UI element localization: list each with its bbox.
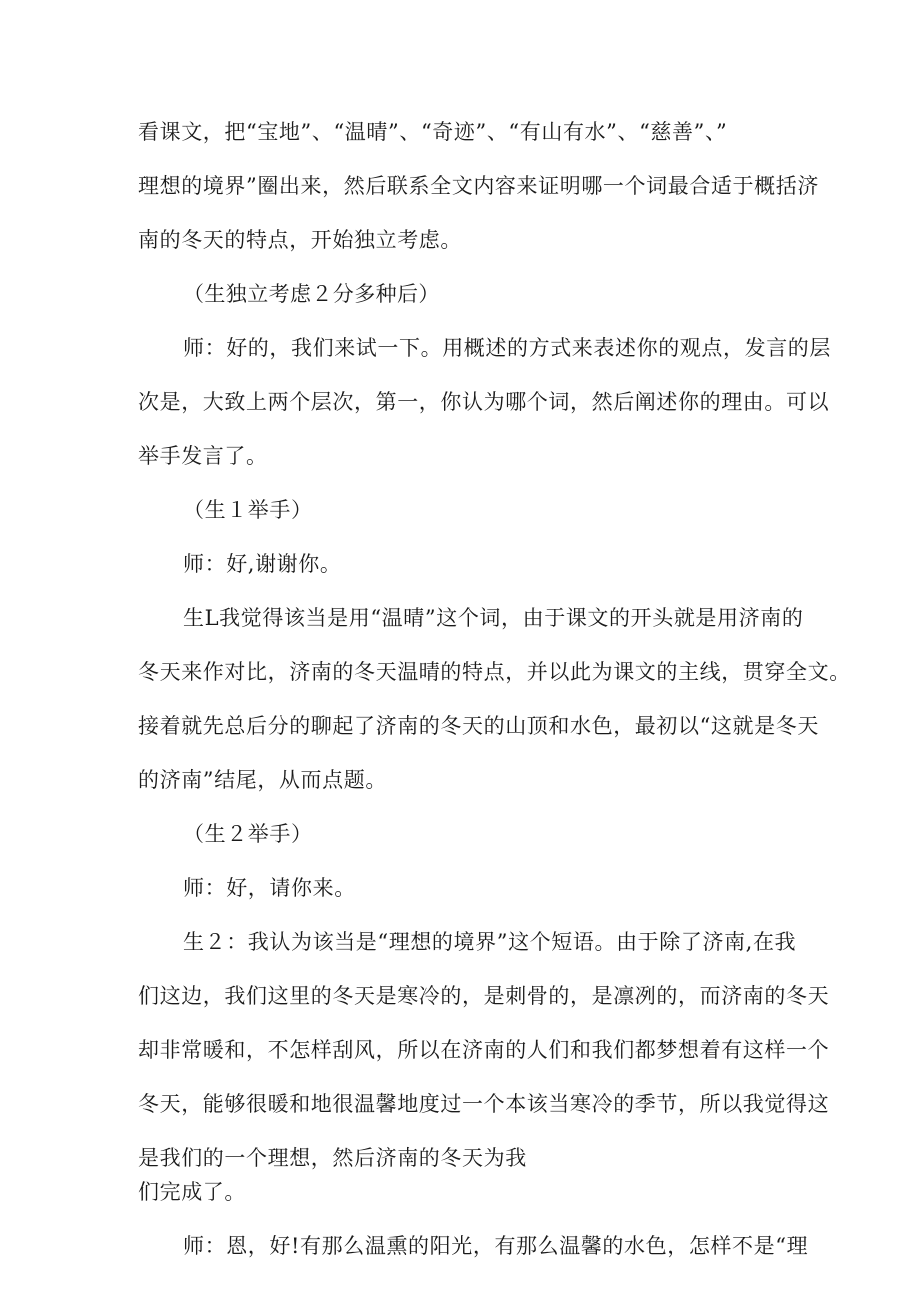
text-line-17: 们这边，我们这里的冬天是寒冷的，是刺骨的，是凛冽的，而济南的冬天: [138, 984, 830, 1008]
text-line-5: 师：好的，我们来试一下。用概述的方式来表述你的观点，发言的层: [183, 336, 831, 360]
text-line-19: 冬天，能够很暖和地很温馨地度过一个本该当寒冷的季节，所以我觉得这: [138, 1092, 830, 1116]
text-line-21: 们完成了。: [138, 1180, 246, 1204]
text-line-2: 理想的境界”圈出来，然后联系全文内容来证明哪一个词最合适于概括济: [138, 174, 819, 198]
text-line-22: 师：恩，好!有那么温熏的阳光，有那么温馨的水色，怎样不是“理: [183, 1234, 809, 1258]
text-line-20: 是我们的一个理想，然后济南的冬天为我: [138, 1146, 527, 1170]
text-line-13: 的济南”结尾，从而点题。: [138, 768, 387, 792]
text-line-6: 次是，大致上两个层次，第一，你认为哪个词，然后阐述你的理由。可以: [138, 390, 830, 414]
text-line-11: 冬天来作对比，济南的冬天温晴的特点，并以此为课文的主线，贯穿全文。: [138, 660, 851, 684]
text-line-16: 生２：我认为该当是“理想的境界”这个短语。由于除了济南,在我: [183, 930, 797, 954]
text-line-15: 师：好，请你来。: [183, 876, 356, 900]
text-line-9: 师：好,谢谢你。: [183, 552, 342, 576]
text-line-1: 看课文，把“宝地”、“温晴”、“奇迹”、“有山有水”、“慈善”、”: [138, 120, 728, 144]
text-line-10: 生L我觉得该当是用“温晴”这个词，由于课文的开头就是用济南的: [183, 606, 804, 630]
text-line-8: （生１举手）: [183, 498, 313, 522]
text-line-14: （生２举手）: [183, 822, 313, 846]
text-line-4: （生独立考虑２分多种后）: [183, 282, 440, 306]
text-line-12: 接着就先总后分的聊起了济南的冬天的山顶和水色，最初以“这就是冬天: [138, 714, 819, 738]
text-line-7: 举手发言了。: [138, 444, 268, 468]
text-line-3: 南的冬天的特点，开始独立考虑。: [138, 228, 462, 252]
text-line-18: 却非常暖和，不怎样刮风，所以在济南的人们和我们都梦想着有这样一个: [138, 1038, 830, 1062]
